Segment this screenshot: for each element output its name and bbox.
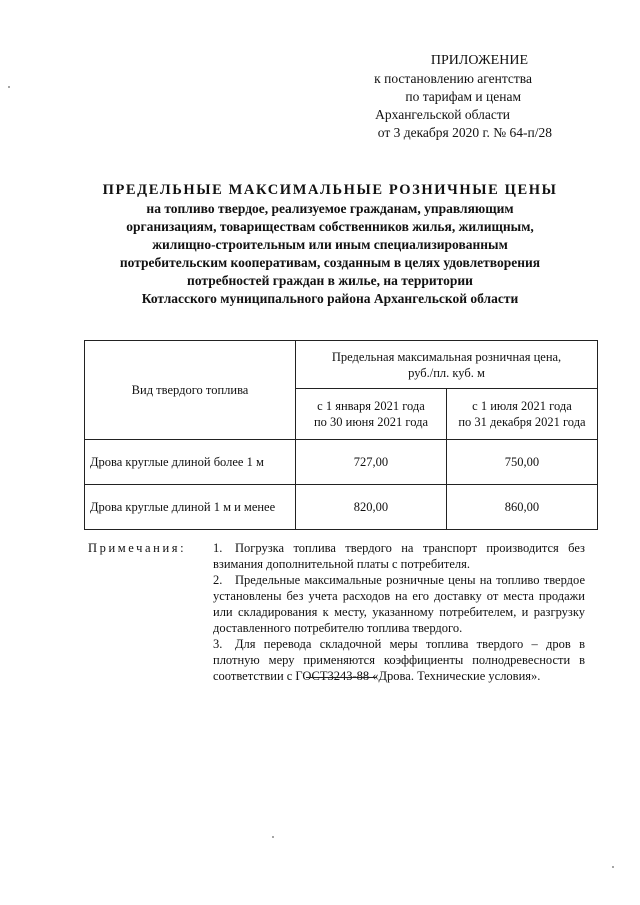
heading-subline: Котласского муниципального района Архангельской области: [141, 291, 519, 306]
price-header-line: Предельная максимальная розничная цена,: [331, 350, 562, 364]
closing-rule: [306, 677, 376, 678]
note-text: Предельные максимальные розничные цены на топливо твердое установлены без учета расходов на его доставку от места продажи или складирования к месту, указанному потребителем, и разгрузку доставленного потребителю топлива твердого.: [213, 573, 585, 635]
period-header: [296, 389, 447, 440]
notes-list: [213, 540, 585, 684]
table-row: [85, 440, 598, 485]
price-header: [296, 341, 598, 389]
table-header-row: [85, 341, 598, 389]
note-item: [213, 572, 585, 636]
fuel-name-cell: Дрова круглые длиной 1 м и менее: [85, 485, 296, 530]
fuel-name-cell: Дрова круглые длиной более 1 м: [85, 440, 296, 485]
appendix-line: по тарифам и ценам: [405, 89, 521, 104]
document-title: ПРЕДЕЛЬНЫЕ МАКСИМАЛЬНЫЕ РОЗНИЧНЫЕ ЦЕНЫ: [102, 182, 558, 198]
period-line: по 30 июня 2021 года: [313, 415, 428, 429]
note-number: 1.: [213, 541, 223, 555]
period-line: с 1 июля 2021 года: [472, 399, 572, 413]
price-cell: 727,00: [296, 440, 447, 485]
heading-subline: потребностей граждан в жилье, на территории: [187, 273, 473, 288]
price-cell: 860,00: [446, 485, 597, 530]
table-row: [85, 485, 598, 530]
appendix-header: [312, 52, 552, 142]
period-line: с 1 января 2021 года: [317, 399, 425, 413]
price-cell: 820,00: [296, 485, 447, 530]
note-item: [213, 636, 585, 684]
note-number: 2.: [213, 573, 223, 587]
appendix-line: Архангельской области: [375, 107, 510, 122]
note-item: [213, 540, 585, 572]
heading-subline: организациям, товариществам собственников жилья, жилищным,: [126, 219, 534, 234]
heading-subline: жилищно-строительным или иным специализированным: [152, 237, 508, 252]
price-cell: 750,00: [446, 440, 597, 485]
heading-subline: на топливо твердое, реализуемое гражданам, управляющим: [146, 201, 514, 216]
appendix-title: ПРИЛОЖЕНИЕ: [430, 53, 528, 68]
scan-speck: [272, 836, 274, 838]
fuel-type-header: Вид твердого топлива: [85, 341, 296, 440]
price-header-line: руб./пл. куб. м: [408, 366, 485, 380]
note-number: 3.: [213, 637, 223, 651]
period-line: по 31 декабря 2021 года: [458, 415, 586, 429]
notes-label: Примечания:: [88, 541, 187, 555]
appendix-line: к постановлению агентства: [374, 71, 532, 86]
appendix-line: от 3 декабря 2020 г. № 64-п/28: [377, 125, 552, 140]
price-table: [84, 340, 598, 530]
note-text: Погрузка топлива твердого на транспорт производится без взимания дополнительной платы с потребителя.: [213, 541, 585, 571]
scan-speck: [612, 866, 614, 868]
note-text: Для перевода складочной меры топлива твердого – дров в плотную меру применяются коэффициенты полнодревесности в соответствии с ГОСТ3243-88 «Дрова. Технические условия».: [213, 637, 585, 683]
scan-speck: [8, 86, 10, 88]
heading-subline: потребительским кооперативам, созданным в целях удовлетворения: [119, 255, 541, 270]
document-heading: [60, 180, 600, 308]
period-header: [446, 389, 597, 440]
